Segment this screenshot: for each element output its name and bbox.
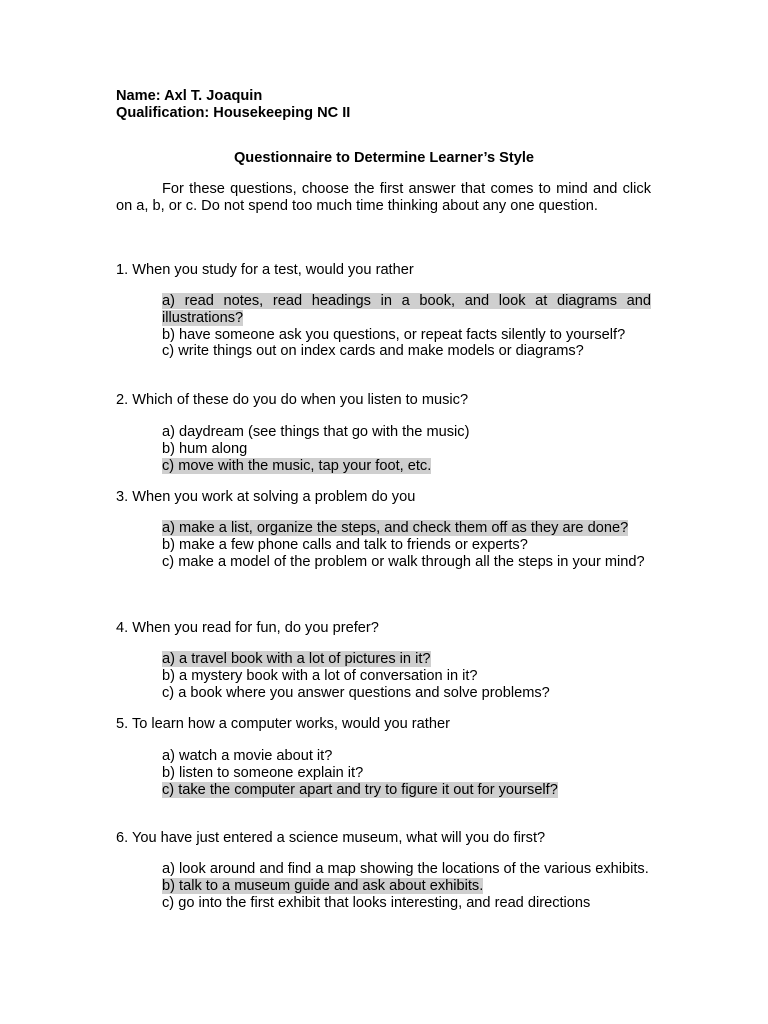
answer-1b[interactable] [162, 327, 651, 344]
answers-question-4 [162, 651, 651, 701]
answer-4b[interactable] [162, 668, 651, 685]
answer-3a[interactable] [162, 520, 651, 537]
header-block [116, 88, 350, 122]
answer-2c-text: c) move with the music, tap your foot, etc. [162, 457, 432, 474]
answer-6b[interactable] [162, 878, 651, 895]
instructions-paragraph: For these questions, choose the first answer that comes to mind and click on a, b, or c. Do not spend too much time thinking about any one question. [116, 181, 651, 215]
answer-2a-text: a) daydream (see things that go with the music) [162, 424, 470, 440]
answer-3b-text: b) make a few phone calls and talk to friends or experts? [162, 536, 528, 553]
answer-3b[interactable] [162, 537, 651, 554]
learner-name: Name: Axl T. Joaquin [116, 88, 263, 104]
answer-2a[interactable] [162, 424, 651, 441]
answers-question-5 [162, 748, 651, 798]
question-5: 5. To learn how a computer works, would you rather [116, 716, 450, 732]
answer-3a-text: a) make a list, organize the steps, and check them off as they are done? [162, 520, 629, 536]
answer-1c[interactable] [162, 343, 651, 360]
answer-6c[interactable] [162, 895, 651, 912]
answer-4c[interactable] [162, 685, 651, 702]
learner-qualification: Qualification: Housekeeping NC II [116, 105, 351, 121]
answer-2b[interactable] [162, 441, 651, 458]
answer-5c[interactable] [162, 782, 651, 799]
question-6: 6. You have just entered a science museum, what will you do first? [116, 830, 546, 846]
answer-4b-text: b) a mystery book with a lot of conversation in it? [162, 667, 478, 684]
answer-5b-text: b) listen to someone explain it? [162, 764, 364, 781]
answers-question-2 [162, 424, 651, 474]
answer-1a-text: a) read notes, read headings in a book, and look at diagrams and illustrations? [162, 293, 651, 326]
answer-3c[interactable] [162, 554, 651, 571]
answer-3c-text: c) make a model of the problem or walk through all the steps in your mind? [162, 553, 645, 570]
answer-1a[interactable] [162, 293, 651, 327]
answer-4a[interactable] [162, 651, 651, 668]
question-2: 2. Which of these do you do when you listen to music? [116, 392, 469, 408]
answer-5c-text: c) take the computer apart and try to figure it out for yourself? [162, 781, 558, 798]
answer-1c-text: c) write things out on index cards and make models or diagrams? [162, 343, 584, 360]
answer-5a-text: a) watch a movie about it? [162, 748, 333, 764]
answer-6b-text: b) talk to a museum guide and ask about exhibits. [162, 877, 484, 894]
answer-2c[interactable] [162, 458, 651, 475]
answer-6a-text: a) look around and find a map showing the locations of the various exhibits. [162, 861, 649, 877]
answer-2b-text: b) hum along [162, 440, 248, 457]
question-3: 3. When you work at solving a problem do you [116, 489, 416, 505]
question-4: 4. When you read for fun, do you prefer? [116, 620, 379, 636]
document-title: Questionnaire to Determine Learner’s Style [233, 150, 535, 166]
answers-question-6 [162, 861, 651, 911]
answers-question-1 [162, 293, 651, 360]
answer-6a[interactable] [162, 861, 651, 878]
answer-1b-text: b) have someone ask you questions, or repeat facts silently to yourself? [162, 326, 626, 343]
answer-6c-text: c) go into the first exhibit that looks interesting, and read directions [162, 894, 591, 911]
answer-4c-text: c) a book where you answer questions and solve problems? [162, 684, 550, 701]
answers-question-3 [162, 520, 651, 570]
answer-5b[interactable] [162, 765, 651, 782]
answer-5a[interactable] [162, 748, 651, 765]
answer-4a-text: a) a travel book with a lot of pictures in it? [162, 651, 431, 667]
question-1: 1. When you study for a test, would you rather [116, 262, 414, 278]
